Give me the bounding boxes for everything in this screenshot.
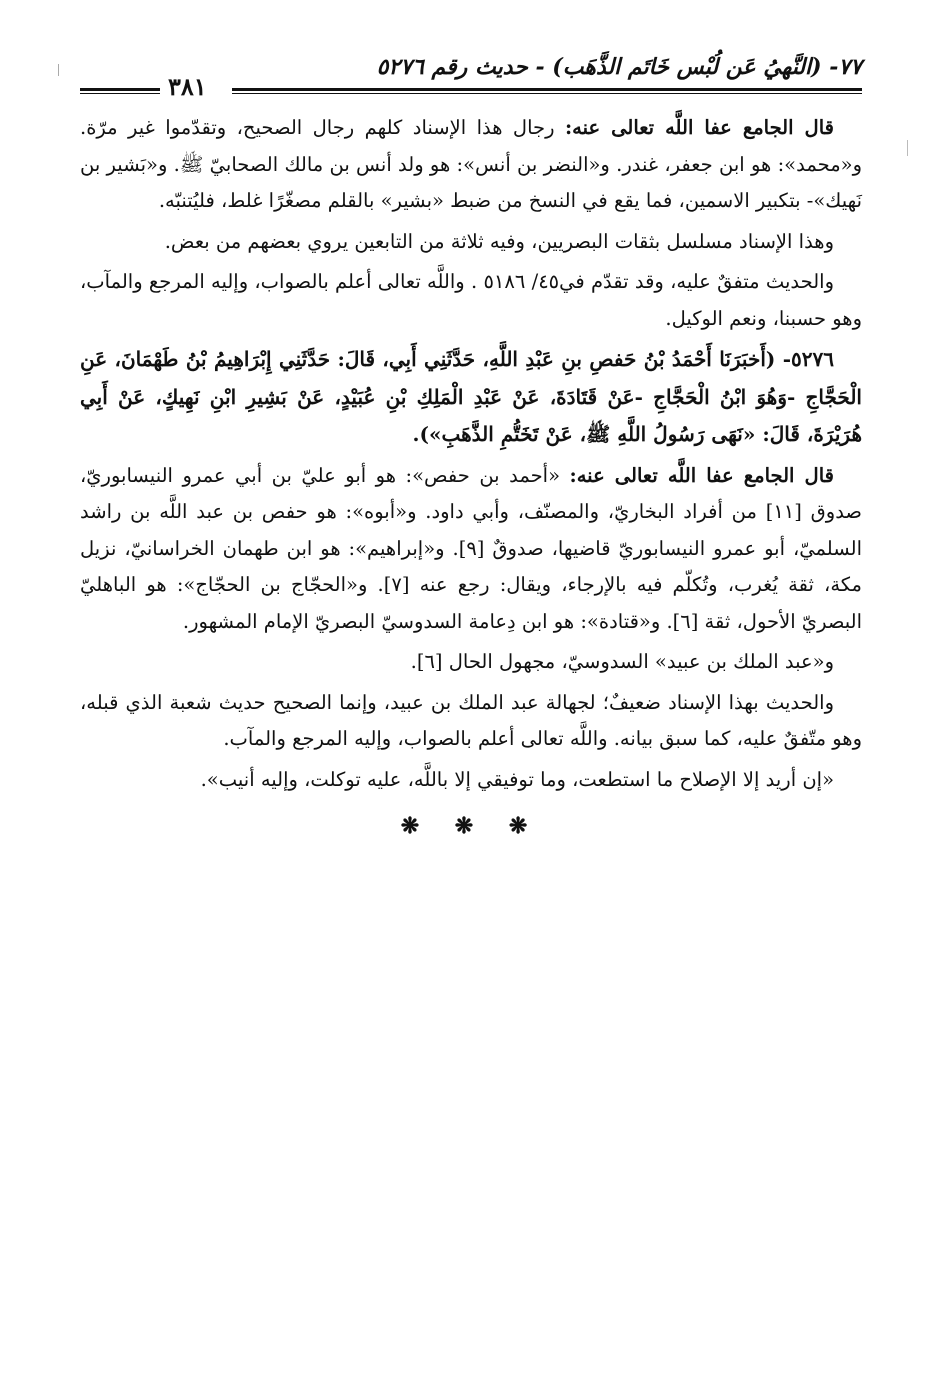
paragraph-text: والحديث بهذا الإسناد ضعيفٌ؛ لجهالة عبد الملك بن عبيد، وإنما الصحيح حديث شعبة الذي قبله، وهو متّفقٌ عليه، كما سبق بيانه. واللَّه تعالى أعلم بالصواب، وإليه المرجع والمآب.	[80, 690, 862, 750]
paragraph	[80, 762, 862, 799]
header-rule	[232, 88, 862, 94]
paragraph	[80, 224, 862, 261]
hadith-paragraph	[80, 341, 862, 454]
paragraph	[80, 644, 862, 681]
running-header	[80, 48, 862, 101]
page-number: ٣٨١	[168, 72, 207, 101]
chapter-title: ٧٧- (النَّهيُ عَن لُبْس خَاتَم الذَّهَب) - حديث رقم ٥٢٧٦	[376, 54, 862, 80]
paragraph	[80, 685, 862, 758]
body-text	[80, 110, 862, 845]
paragraph-text: «أحمد بن حفص»: هو أبو عليّ بن أبي عمرو النيسابوريّ، صدوق [١١] من أفراد البخاريّ، والمصنّف، وأبي داود. و«أبوه»: هو حفص بن عبد اللَّه بن راشد السلميّ، أبو عمرو النيسابوريّ قاضيها، صدوقٌ [٩]. و«إبراهيم»: هو ابن طهمان الخراسانيّ، نزيل مكة، ثقة يُغرب، وتُكلّم فيه بالإرجاء، ويقال: رجع عنه [٧]. و«الحجّاج بن الحجّاج»: هو الباهليّ البصريّ الأحول، ثقة [٦]. و«قتادة»: هو ابن دِعامة السدوسيّ البصريّ الإمام المشهور.	[80, 463, 862, 633]
paragraph	[80, 264, 862, 337]
paragraph-text: «إن أريد إلا الإصلاح ما استطعت، وما توفيقي إلا باللَّه، عليه توكلت، وإليه أنيب».	[200, 767, 834, 791]
paragraph-text: والحديث متفقٌ عليه، وقد تقدّم في٤٥/ ٥١٨٦ . واللَّه تعالى أعلم بالصواب، وإليه المرجع والمآب، وهو حسبنا، ونعم الوكيل.	[80, 270, 862, 330]
paragraph-lead: قال الجامع عفا اللَّه تعالى عنه:	[564, 116, 834, 139]
hadith-text: ٥٢٧٦- (أَخبَرَنَا أَحْمَدُ بْنُ حَفصِ بنِ عَبْدِ اللَّهِ، حَدَّثَنِي أَبِي، قَالَ: حَدَّثَنِي إِبْرَاهِيمُ بْنُ طَهْمَانَ، عَنِ الْحَجَّاجِ -وَهُوَ ابْنُ الْحَجَّاجِ -عَنْ قَتَادَةَ، عَنْ عَبْدِ الْمَلِكِ بْنِ عُبَيْدٍ، عَنْ بَشِيرِ ابْنِ نَهِيكٍ، عَنْ أَبِي هُرَيْرَةَ، قَالَ: «نَهَى رَسُولُ اللَّهِ ﷺ، عَنْ تَخَتُّمِ الذَّهَبِ»).	[80, 347, 862, 446]
paragraph	[80, 458, 862, 641]
paragraph-text: و«عبد الملك بن عبيد» السدوسيّ، مجهول الحال [٦].	[410, 650, 834, 673]
book-page	[80, 48, 862, 845]
header-rule	[80, 88, 160, 94]
paragraph	[80, 110, 862, 220]
margin-mark	[907, 140, 911, 156]
paragraph-text: رجال هذا الإسناد كلهم رجال الصحيح، وتقدّموا غير مرّة. و«محمد»: هو ابن جعفر، غندر. و«النضر بن أنس»: هو ولد أنس بن مالك الصحابيّ ﷺ. و«بَشير بن نَهيك»- بتكبير الاسمين، فما يقع في النسخ من ضبط «بشير» بالقلم مصغّرًا غلط، فليُتنبّه.	[80, 116, 862, 212]
section-separator: ❋ ❋ ❋	[400, 813, 542, 839]
margin-mark	[58, 64, 60, 76]
paragraph-text: وهذا الإسناد مسلسل بثقات البصريين، وفيه ثلاثة من التابعين يروي بعضهم من بعض.	[164, 229, 834, 253]
paragraph-lead: قال الجامع عفا اللَّه تعالى عنه:	[569, 463, 834, 487]
